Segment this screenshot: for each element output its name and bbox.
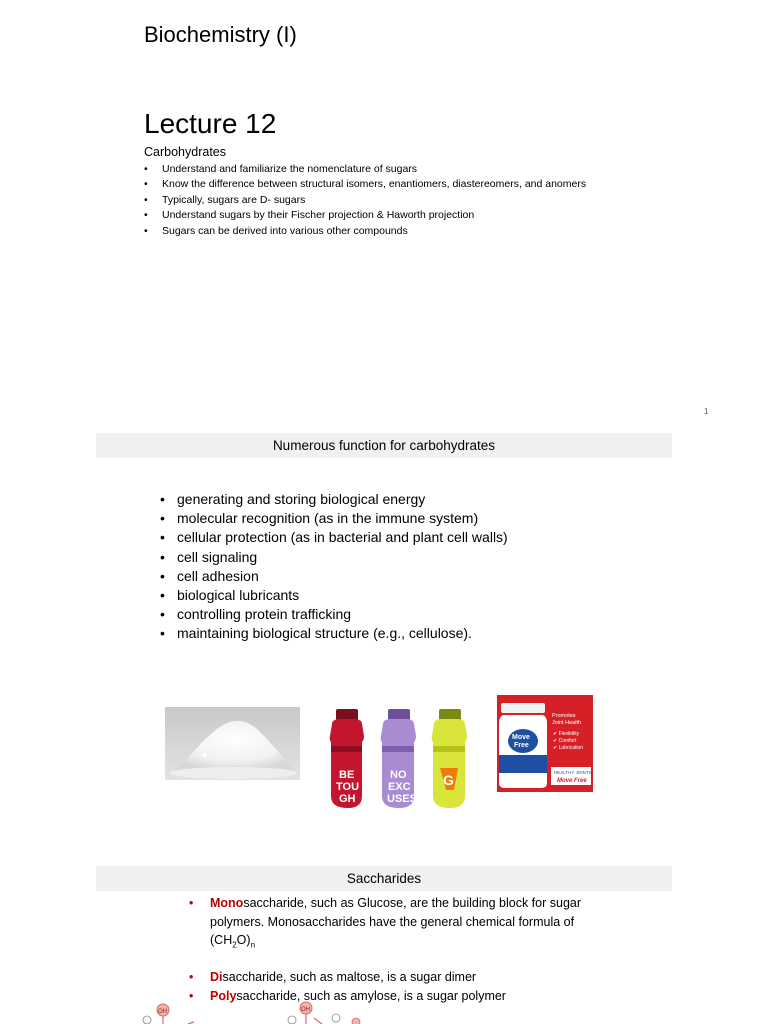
slide-title-saccharides: Saccharides: [96, 866, 672, 891]
objective-item: • Understand sugars by their Fischer projection & Haworth projection: [144, 208, 586, 223]
function-item: • cell signaling: [160, 548, 508, 567]
course-title: Biochemistry (I): [144, 22, 297, 47]
svg-text:USES: USES: [387, 793, 417, 805]
functions-list: [160, 490, 508, 644]
disaccharide-item: [189, 968, 609, 987]
function-item: • maintaining biological structure (e.g., cellulose).: [160, 624, 508, 643]
objective-item: • Understand and familiarize the nomenclature of sugars: [144, 162, 586, 177]
svg-text:Free: Free: [514, 742, 529, 749]
monosaccharide-item: [189, 894, 609, 955]
poly-prefix: Poly: [210, 988, 237, 1003]
saccharides-list: [189, 894, 609, 1005]
objective-item: • Know the difference between structural isomers, enantiomers, diastereomers, and anomers: [144, 177, 586, 192]
svg-text:✔ Flexibility: ✔ Flexibility: [553, 731, 580, 737]
svg-text:✔ Comfort: ✔ Comfort: [553, 738, 577, 744]
mono-subscript-n: n: [250, 940, 256, 950]
sports-drinks-image: [328, 706, 478, 810]
svg-text:✔ Lubrication: ✔ Lubrication: [553, 745, 584, 751]
objectives-list: [144, 162, 586, 239]
svg-text:HEALTHY JOINTS: HEALTHY JOINTS: [554, 770, 592, 775]
page-number: 1: [704, 407, 709, 416]
svg-text:Move: Move: [512, 734, 530, 741]
function-item: • generating and storing biological energy: [160, 490, 508, 509]
topic-heading: Carbohydrates: [144, 145, 226, 159]
function-item: • controlling protein trafficking: [160, 605, 508, 624]
mono-prefix: Mono: [210, 896, 244, 910]
svg-text:BE: BE: [339, 769, 355, 781]
svg-text:Joint Health: Joint Health: [552, 720, 582, 726]
function-item: • cell adhesion: [160, 567, 508, 586]
objective-item: • Typically, sugars are D- sugars: [144, 193, 586, 208]
mono-text-2: O): [236, 933, 251, 947]
mono-subscript-2: 2: [232, 940, 237, 950]
di-prefix: Di: [210, 970, 223, 984]
sugar-powder-image: [165, 707, 300, 780]
lecture-title: Lecture 12: [144, 108, 277, 139]
di-text: saccharide, such as maltose, is a sugar dimer: [222, 970, 477, 984]
function-item: • biological lubricants: [160, 586, 508, 605]
mono-text: saccharide, such as Glucose, are the building block for sugar polymers. Monosaccharides have the general chemical formula of (CH: [210, 896, 582, 947]
svg-text:GH: GH: [339, 793, 356, 805]
svg-text:G: G: [443, 772, 454, 788]
function-item: • molecular recognition (as in the immune system): [160, 509, 508, 528]
objective-item: • Sugars can be derived into various other compounds: [144, 224, 586, 239]
svg-text:Move Free: Move Free: [557, 778, 587, 784]
svg-text:NO: NO: [390, 769, 407, 781]
svg-text:TOU: TOU: [336, 781, 360, 793]
oh-label: OH: [158, 1009, 167, 1015]
poly-text: saccharide, such as amylose, is a sugar polymer: [236, 988, 506, 1003]
slide-title-functions: Numerous function for carbohydrates: [96, 433, 672, 458]
move-free-product-image: [497, 695, 593, 792]
molecule-diagram: [136, 1000, 376, 1024]
svg-text:Promotes: Promotes: [552, 713, 576, 719]
svg-text:EXC: EXC: [388, 781, 411, 793]
function-item: • cellular protection (as in bacterial and plant cell walls): [160, 528, 508, 547]
oh-label: OH: [301, 1007, 310, 1013]
